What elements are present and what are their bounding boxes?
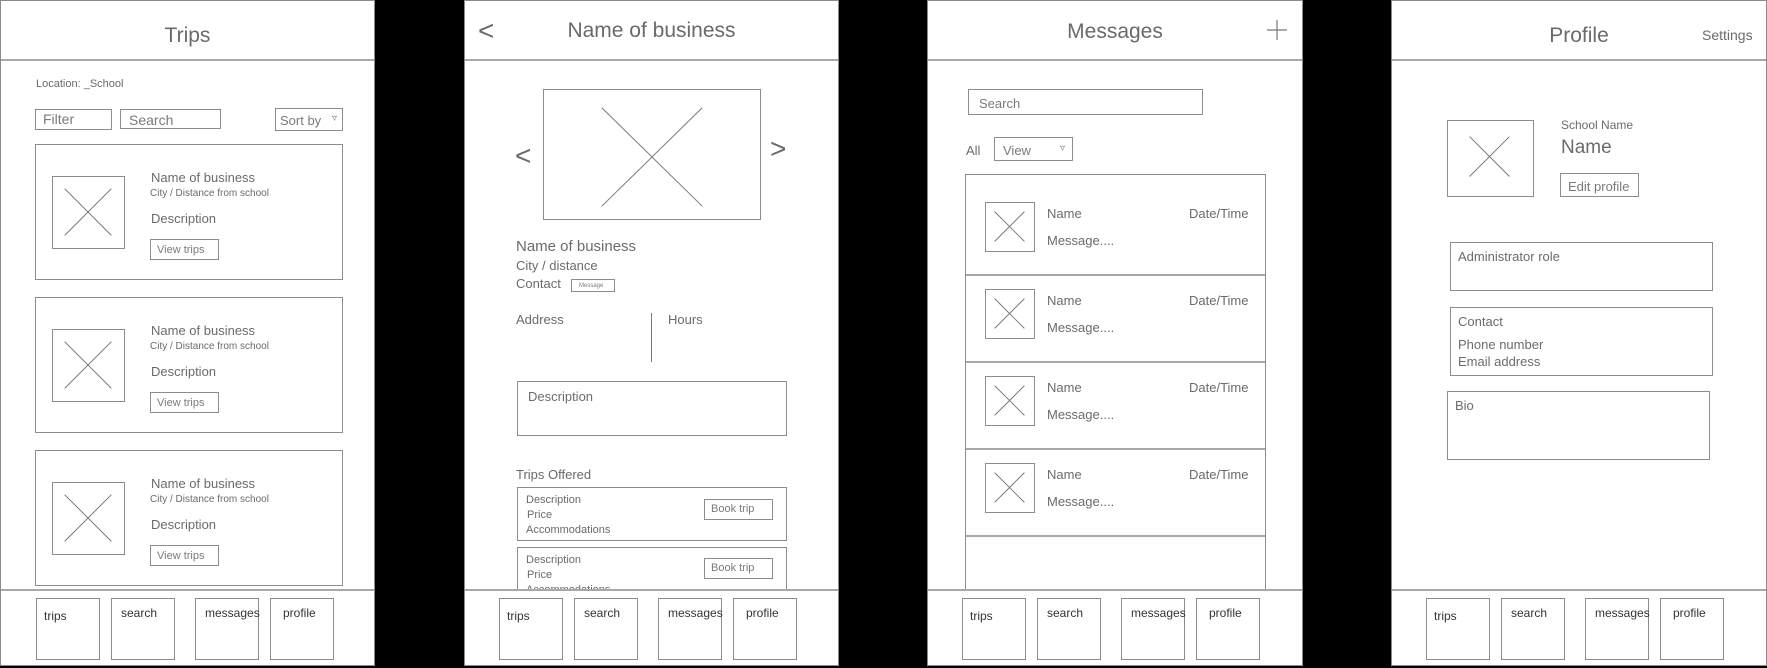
contact-label: Contact xyxy=(516,276,561,291)
message-row[interactable] xyxy=(966,363,1265,450)
profile-header xyxy=(1392,1,1766,61)
business-description: Description xyxy=(151,211,217,226)
hours-label: Hours xyxy=(668,312,703,327)
view-trips-button[interactable] xyxy=(150,545,219,566)
location-label: Location: _School xyxy=(36,78,124,90)
edit-profile-button[interactable] xyxy=(1560,173,1639,197)
message-row[interactable] xyxy=(966,450,1265,537)
tab-search[interactable] xyxy=(1501,598,1565,660)
user-name: Name xyxy=(1561,137,1612,158)
business-name: Name of business xyxy=(151,170,256,185)
book-trip-button[interactable] xyxy=(704,499,773,520)
messages-header xyxy=(928,1,1302,61)
tab-profile[interactable] xyxy=(1196,598,1260,660)
sender-name: Name xyxy=(1047,467,1082,482)
tab-search[interactable] xyxy=(574,598,638,660)
image-placeholder-icon xyxy=(52,329,125,402)
filter-label: Filter xyxy=(43,111,75,127)
message-datetime: Date/Time xyxy=(1189,206,1249,221)
trips-header xyxy=(1,1,374,61)
tab-messages[interactable] xyxy=(1121,598,1185,660)
business-name: Name of business xyxy=(151,323,256,338)
add-icon[interactable] xyxy=(1267,20,1287,40)
school-name: School Name xyxy=(1561,118,1634,132)
image-placeholder-icon xyxy=(543,89,761,220)
business-description: Description xyxy=(151,517,217,532)
business-name: Name of business xyxy=(151,476,256,491)
edit-profile-label: Edit profile xyxy=(1568,179,1630,194)
view-trips-button[interactable] xyxy=(150,392,219,413)
phone-number-field: Phone number xyxy=(1458,337,1544,352)
message-preview: Message.... xyxy=(1047,233,1115,248)
trip-accommodations: Accommodations xyxy=(526,524,611,536)
message-datetime: Date/Time xyxy=(1189,380,1249,395)
bottom-tab-bar xyxy=(928,589,1302,665)
description-label: Description xyxy=(528,389,594,404)
carousel-next-icon[interactable]: > xyxy=(770,133,787,164)
book-trip-button[interactable] xyxy=(704,558,773,579)
tab-trips[interactable] xyxy=(36,598,100,660)
tab-search-label: search xyxy=(584,606,621,620)
tab-messages-label: messages xyxy=(1131,606,1186,620)
image-placeholder-icon xyxy=(52,176,125,249)
trip-price: Price xyxy=(527,569,553,581)
bottom-tab-bar xyxy=(1392,589,1766,665)
business-screen xyxy=(464,0,839,666)
book-trip-label: Book trip xyxy=(711,503,755,515)
address-label: Address xyxy=(516,312,564,327)
trip-price: Price xyxy=(527,509,553,521)
avatar-placeholder-icon xyxy=(985,463,1035,513)
bottom-tab-bar xyxy=(1,589,374,665)
business-city: City / Distance from school xyxy=(150,188,269,199)
business-card[interactable] xyxy=(35,297,343,433)
message-datetime: Date/Time xyxy=(1189,467,1249,482)
divider xyxy=(651,313,652,362)
page-title: Profile xyxy=(1549,24,1609,47)
tab-profile-label: profile xyxy=(746,606,779,620)
sender-name: Name xyxy=(1047,293,1082,308)
message-row[interactable] xyxy=(966,175,1265,276)
tab-search[interactable] xyxy=(111,598,175,660)
tab-profile[interactable] xyxy=(270,598,334,660)
bottom-tab-bar xyxy=(465,589,838,665)
tab-trips[interactable] xyxy=(499,598,563,660)
bio-label: Bio xyxy=(1455,398,1474,413)
filter-button[interactable] xyxy=(35,109,112,130)
image-placeholder-icon xyxy=(52,482,125,555)
tab-messages[interactable] xyxy=(1585,598,1649,660)
avatar-placeholder-icon xyxy=(985,202,1035,252)
message-row[interactable] xyxy=(966,276,1265,363)
search-input[interactable] xyxy=(968,89,1203,115)
avatar-placeholder-icon xyxy=(1447,120,1534,197)
business-city: City / distance xyxy=(516,258,598,273)
carousel-prev-icon[interactable]: < xyxy=(515,140,532,171)
message-preview: Message.... xyxy=(1047,407,1115,422)
message-datetime: Date/Time xyxy=(1189,293,1249,308)
all-filter-label[interactable]: All xyxy=(966,143,981,158)
view-trips-label: View trips xyxy=(157,397,205,409)
business-header xyxy=(465,1,838,61)
view-trips-label: View trips xyxy=(157,550,205,562)
tab-messages[interactable] xyxy=(658,598,722,660)
message-button[interactable] xyxy=(571,279,615,292)
tab-messages[interactable] xyxy=(195,598,259,660)
triangle-down-icon: ▿ xyxy=(331,113,337,124)
view-trips-label: View trips xyxy=(157,244,205,256)
search-placeholder: Search xyxy=(979,96,1021,111)
tab-messages-label: messages xyxy=(1595,606,1650,620)
search-placeholder: Search xyxy=(129,112,174,128)
sort-by-dropdown[interactable] xyxy=(275,108,343,131)
trip-offer-card xyxy=(517,487,787,541)
view-label: View xyxy=(1003,143,1031,158)
tab-search[interactable] xyxy=(1037,598,1101,660)
profile-screen xyxy=(1391,0,1767,666)
tab-trips[interactable] xyxy=(1426,598,1490,660)
tab-trips[interactable] xyxy=(962,598,1026,660)
tab-search-label: search xyxy=(1511,606,1548,620)
administrator-role-label: Administrator role xyxy=(1458,249,1560,264)
avatar-placeholder-icon xyxy=(985,289,1035,339)
page-title: Messages xyxy=(1067,20,1163,43)
trips-screen xyxy=(0,0,375,666)
tab-messages-label: messages xyxy=(668,606,723,620)
business-name: Name of business xyxy=(516,238,637,255)
business-card[interactable] xyxy=(35,144,343,280)
messages-screen xyxy=(927,0,1303,666)
business-card[interactable] xyxy=(35,450,343,586)
view-dropdown[interactable] xyxy=(994,137,1073,161)
tab-profile[interactable] xyxy=(1660,598,1724,660)
view-trips-button[interactable] xyxy=(150,239,219,260)
tab-trips-label: trips xyxy=(507,609,530,623)
book-trip-label: Book trip xyxy=(711,562,755,574)
tab-profile[interactable] xyxy=(733,598,797,660)
tab-profile-label: profile xyxy=(1209,606,1242,620)
page-title: Trips xyxy=(164,24,211,47)
tab-profile-label: profile xyxy=(1673,606,1706,620)
sort-by-label: Sort by xyxy=(280,113,322,128)
page-title: Name of business xyxy=(567,19,736,42)
description-box xyxy=(517,381,787,436)
tab-profile-label: profile xyxy=(283,606,316,620)
trip-description: Description xyxy=(526,554,582,566)
trip-description: Description xyxy=(526,494,582,506)
tab-messages-label: messages xyxy=(205,606,260,620)
avatar-placeholder-icon xyxy=(985,376,1035,426)
business-city: City / Distance from school xyxy=(150,341,269,352)
tab-trips-label: trips xyxy=(970,609,993,623)
sender-name: Name xyxy=(1047,206,1082,221)
email-address-field: Email address xyxy=(1458,354,1541,369)
message-list xyxy=(965,174,1266,594)
bio-box xyxy=(1447,391,1710,460)
contact-label: Contact xyxy=(1458,314,1503,329)
search-input[interactable] xyxy=(120,109,221,129)
business-description: Description xyxy=(151,364,217,379)
trips-offered-heading: Trips Offered xyxy=(516,467,592,482)
business-city: City / Distance from school xyxy=(150,494,269,505)
administrator-role-box xyxy=(1450,242,1713,291)
contact-box xyxy=(1450,307,1713,376)
triangle-down-icon: ▿ xyxy=(1059,143,1065,154)
tab-search-label: search xyxy=(1047,606,1084,620)
tab-trips-label: trips xyxy=(44,609,67,623)
back-icon[interactable]: < xyxy=(478,15,495,46)
message-preview: Message.... xyxy=(1047,494,1115,509)
tab-search-label: search xyxy=(121,606,158,620)
message-button-label: Message xyxy=(579,283,604,289)
settings-link[interactable]: Settings xyxy=(1702,27,1753,43)
sender-name: Name xyxy=(1047,380,1082,395)
message-preview: Message.... xyxy=(1047,320,1115,335)
tab-trips-label: trips xyxy=(1434,609,1457,623)
